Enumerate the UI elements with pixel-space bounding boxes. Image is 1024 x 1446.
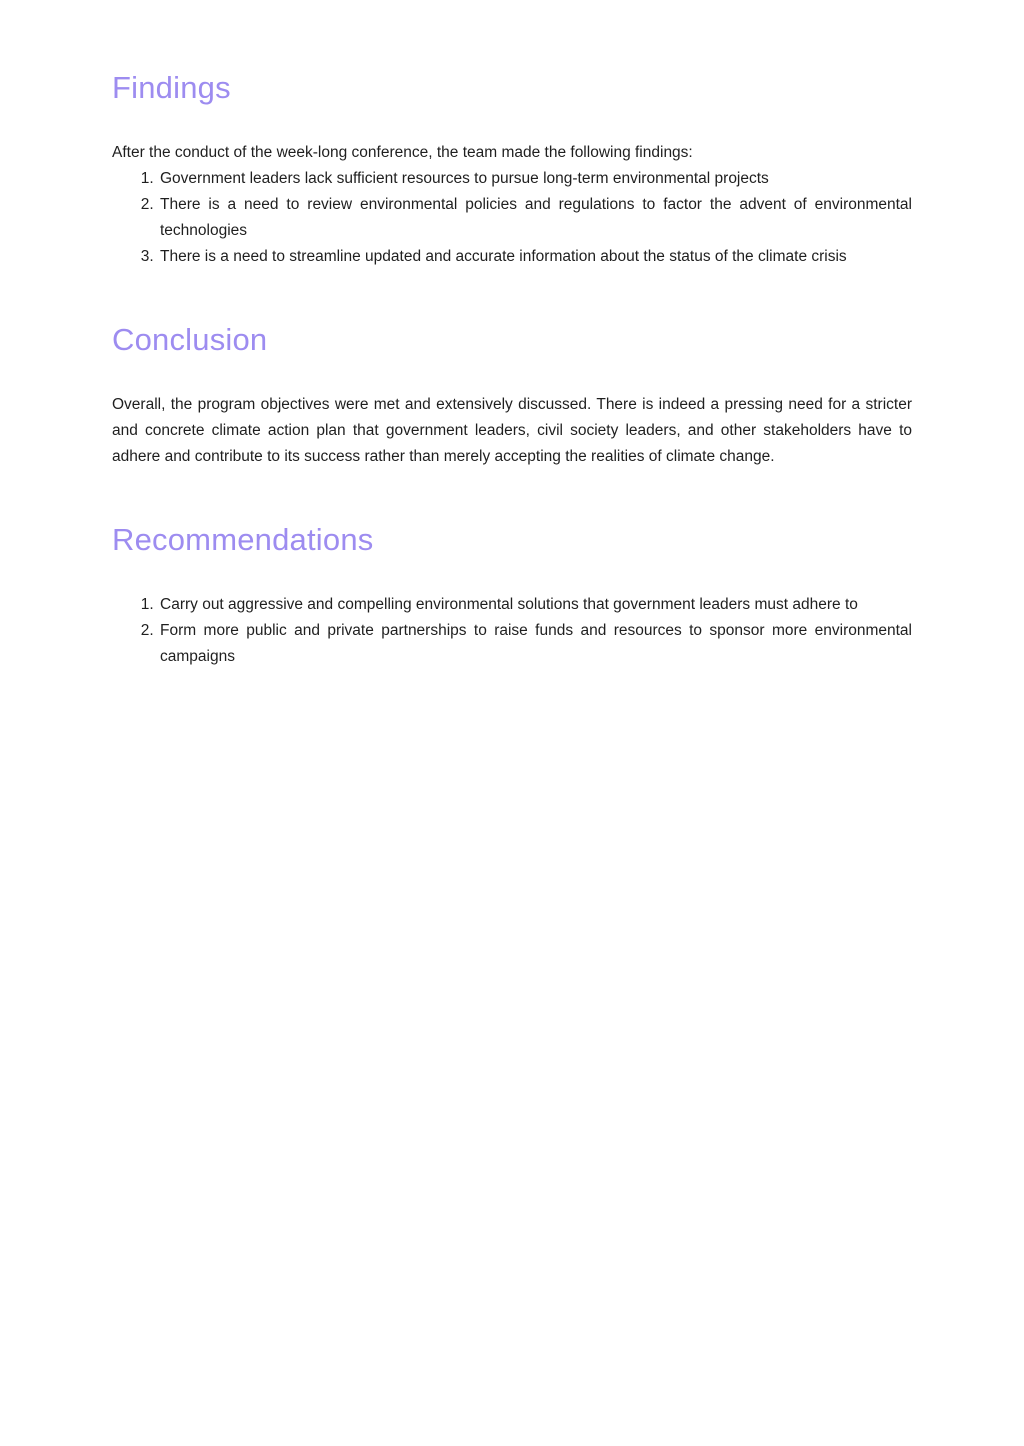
- conclusion-paragraph: Overall, the program objectives were met and extensively discussed. There is indeed a pressing need for a stricter and concrete climate action plan that government leaders, civil society leaders, and other stakeholders have to adhere and contribute to its success rather than merely accepting the realities of climate change.: [112, 396, 912, 465]
- list-item: 2. There is a need to review environmental policies and regulations to factor the advent of environmental technologies: [158, 192, 912, 244]
- findings-intro: After the conduct of the week-long conference, the team made the following findings:: [112, 144, 693, 161]
- list-item: 1. Government leaders lack sufficient resources to pursue long-term environmental projects: [158, 166, 912, 192]
- list-item: 2. Form more public and private partnerships to raise funds and resources to sponsor more environmental campaigns: [158, 618, 912, 670]
- section-conclusion: [112, 322, 912, 470]
- findings-list: [112, 166, 912, 270]
- findings-heading: Findings: [112, 70, 231, 105]
- list-item: 1. Carry out aggressive and compelling environmental solutions that government leaders must adhere to: [158, 592, 912, 618]
- section-findings: [112, 70, 912, 270]
- recommendations-list: [112, 592, 912, 670]
- list-item: 3. There is a need to streamline updated and accurate information about the status of the climate crisis: [158, 244, 912, 270]
- conclusion-heading: Conclusion: [112, 322, 268, 357]
- section-recommendations: [112, 522, 912, 670]
- recommendations-heading: Recommendations: [112, 522, 374, 557]
